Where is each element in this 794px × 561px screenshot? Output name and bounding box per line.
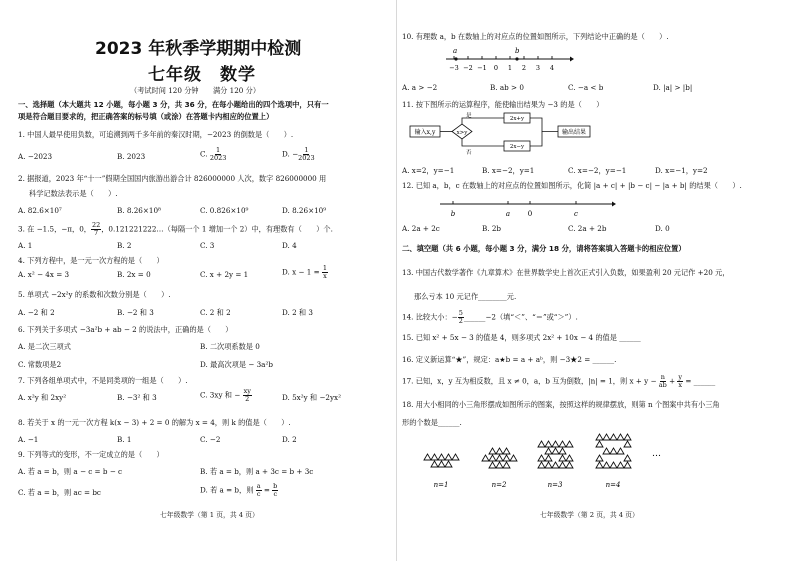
- q2-stem-line2: 科学记数法表示是（ ）.: [29, 189, 118, 198]
- q12-number-line: [438, 196, 618, 222]
- q15: 15. 已知 x² + 5x − 3 的值是 4，则多项式 2x² + 10x − 4 的值是 ______: [402, 333, 641, 342]
- q10-option-c: C. −a < b: [568, 83, 604, 92]
- q9-option-b: B. 若 a = b，则 a + 3c = b + 3c: [200, 467, 314, 476]
- q11-option-d: D. x=−1，y=2: [655, 166, 708, 175]
- q17: 17. 已知，x，y 互为相反数，且 x ≠ 0，a，b 互为倒数，|n| = 1，则 x + y − $\frac{n}{ab}$ + $\frac{y}{x}$ = ______: [402, 373, 716, 389]
- q3-option-d: D. 4: [282, 241, 297, 250]
- q7-stem: 7. 下列各组单项式中，不是同类项的一组是（ ）.: [18, 376, 188, 385]
- q7-option-a: A. x²y 和 2xy²: [18, 393, 67, 402]
- flow-box-no-label: 2x−y: [509, 144, 525, 150]
- q3-option-c: C. 3: [200, 241, 215, 250]
- q9-option-c: C. 若 a = b，则 ac = bc: [18, 488, 101, 497]
- q7-option-c: C. 3xy 和 − $\frac{xy}{2}$: [200, 387, 251, 403]
- q6-stem: 6. 下列关于多项式 −3a²b + ab − 2 的说法中，正确的是（ ）: [18, 325, 233, 334]
- q1-option-c: C. $\frac{1}{2023}$: [200, 146, 227, 162]
- flow-yes-label: 是: [466, 113, 472, 119]
- q10-number-line: [444, 44, 574, 76]
- q10-tick-label: −1: [477, 64, 487, 72]
- section2-heading: 二、填空题（共 6 小题，每小题 3 分，满分 18 分，请将答案填入答题卡的相应位置）: [402, 244, 686, 253]
- q6-option-d: D. 最高次项是 − 3a²b: [200, 360, 273, 369]
- q10-point-a-dot: [454, 57, 457, 60]
- exam-page-2: [398, 0, 794, 561]
- q7-option-b: B. −3² 和 3: [117, 393, 157, 402]
- q10-tick-label: 0: [493, 64, 499, 72]
- q9-option-a: A. 若 a = b，则 a − c = b − c: [18, 467, 123, 476]
- footer-page-1: 七年级数学（第 1 页，共 4 页）: [160, 511, 259, 519]
- q12-point-zero: 0: [527, 210, 533, 218]
- q4-option-c: C. x + 2y = 1: [200, 270, 249, 279]
- q3-stem: 3. 在 −1.5，−π，0， $\frac{22}{7}$ ，0.121221222…（每隔一个 1 增加一个 2）中，有理数有（ ）个.: [18, 221, 333, 237]
- q10-stem: 10. 有理数 a，b 在数轴上的对应点的位置如图所示，下列结论中正确的是（ ）.: [402, 32, 669, 41]
- section1-heading-line1: 一、选择题（本大题共 12 小题，每小题 3 分，共 36 分，在每小题给出的四个选项中，只有一: [18, 100, 329, 109]
- q10-option-d: D. |a| > |b|: [653, 83, 693, 92]
- page-divider: [396, 0, 397, 561]
- q3-option-b: B. 2: [117, 241, 132, 250]
- q1-option-b: B. 2023: [117, 152, 146, 161]
- flow-no-label: 否: [466, 150, 472, 156]
- q10-point-b-dot: [515, 57, 518, 60]
- footer-page-2: 七年级数学（第 2 页，共 4 页）: [540, 511, 639, 519]
- q6-option-a: A. 是二次三项式: [18, 342, 71, 351]
- q11-option-a: A. x=2，y=−1: [402, 166, 455, 175]
- q10-axis-arrow: [570, 57, 574, 62]
- q12-point-b: b: [450, 210, 456, 218]
- q13-line1: 13. 中国古代数学著作《九章算术》在世界数学史上首次正式引入负数，如果盈利 20 元记作 +20 元，: [402, 268, 730, 277]
- q12-option-d: D. 0: [655, 224, 670, 233]
- q5-option-a: A. −2 和 2: [18, 308, 55, 317]
- q11-option-c: C. x=−2，y=−1: [568, 166, 627, 175]
- q5-option-b: B. −2 和 3: [117, 308, 154, 317]
- q10-ticks: [454, 56, 552, 59]
- q10-tick-label: 3: [535, 64, 541, 72]
- q16: 16. 定义新运算“★”，规定：a★b = a + aᵇ，则 −3★2 = ______.: [402, 355, 617, 364]
- q2-option-b: B. 8.26×10⁸: [117, 206, 161, 215]
- q10-tick-label: 2: [521, 64, 527, 72]
- q18-triangle-patterns: [420, 432, 680, 492]
- q13-line2: 那么亏本 10 元记作________元.: [414, 292, 517, 301]
- flow-condition-label: x>y: [456, 130, 468, 136]
- pattern-n4: [596, 434, 631, 468]
- q8-stem: 8. 若关于 x 的一元一次方程 k(x − 3) + 2 = 0 的解为 x = 4，则 k 的值是（ ）.: [18, 418, 291, 427]
- q10-option-a: A. a > −2: [402, 83, 438, 92]
- q6-option-c: C. 常数项是2: [18, 360, 62, 369]
- q12-stem: 12. 已知 a，b，c 在数轴上的对应点的位置如图所示，化简 |a + c| + |b − c| − |a + b| 的结果（ ）.: [402, 181, 742, 190]
- q11-flowchart: [408, 112, 648, 158]
- section1-heading-line2: 项是符合题目要求的，把正确答案的标号填（或涂）在答题卡内相应的位置上）: [18, 112, 274, 121]
- pattern-n1: [424, 454, 459, 467]
- pattern-n3: [538, 441, 573, 468]
- q9-stem: 9. 下列等式的变形，不一定成立的是（ ）: [18, 450, 164, 459]
- q5-option-c: C. 2 和 2: [200, 308, 231, 317]
- q10-tick-label: −3: [449, 64, 459, 72]
- q12-point-c: c: [574, 210, 578, 218]
- q4-option-d: D. x − 1 = $\frac{1}{x}$: [282, 264, 328, 280]
- q14: 14. 比较大小：− $\frac{5}{2}$ ______−2（填“＜”、“＝”或“＞”）.: [402, 309, 578, 325]
- q5-option-d: D. 2 和 3: [282, 308, 313, 317]
- q10-tick-label: 1: [507, 64, 513, 72]
- flow-input-label: 输入x,y: [414, 129, 436, 136]
- q9-option-d: D. 若 a = b，则 $\frac{a}{c}$ = $\frac{b}{c}$: [200, 482, 278, 498]
- q12-option-c: C. 2a + 2b: [568, 224, 607, 233]
- q10-point-b-label: b: [515, 47, 520, 55]
- q2-option-a: A. 82.6×10⁷: [18, 206, 62, 215]
- q1-option-d: D. − $\frac{1}{2023}$: [282, 146, 315, 162]
- q7-option-d: D. 5x²y 和 −2yx²: [282, 393, 341, 402]
- q8-option-b: B. 1: [117, 435, 132, 444]
- pattern-label-n1: n=1: [433, 481, 449, 489]
- flow-output-label: 输出结果: [561, 129, 587, 136]
- q3-option-a: A. 1: [18, 241, 33, 250]
- pattern-label-n2: n=2: [491, 481, 507, 489]
- q4-stem: 4. 下列方程中，是一元一次方程的是（ ）: [18, 256, 164, 265]
- pattern-n2: [482, 448, 517, 468]
- exam-info: （考试时间 120 分钟 满分 120 分）: [130, 86, 261, 95]
- q2-option-c: C. 0.826×10⁹: [200, 206, 249, 215]
- pattern-label-n3: n=3: [547, 481, 563, 489]
- q1-stem: 1. 中国人最早使用负数，可追溯到两千多年前的秦汉时期，−2023 的倒数是（ ）.: [18, 130, 294, 139]
- q12-option-a: A. 2a + 2c: [402, 224, 440, 233]
- q18-line1: 18. 用大小相同的小三角形摆成如图所示的图案，按照这样的规律摆放，则第 n 个图案中共有小三角: [402, 400, 720, 409]
- q18-line2: 形的个数是______.: [402, 418, 462, 427]
- q1-option-a: A. −2023: [18, 152, 53, 161]
- q10-tick-label: −2: [463, 64, 473, 72]
- q11-stem: 11. 按下图所示的运算程序，能使输出结果为 −3 的是（ ）: [402, 100, 604, 109]
- q2-option-d: D. 8.26×10⁹: [282, 206, 327, 215]
- q2-stem-line1: 2. 据报道，2023 年“十一”假期全国国内旅游出游合计 826000000 人次，数字 826000000 用: [18, 174, 327, 183]
- exam-page-1: [0, 0, 395, 561]
- q10-tick-label: 4: [549, 64, 555, 72]
- pattern-ellipsis: …: [652, 449, 661, 459]
- q4-option-a: A. x² − 4x = 3: [18, 270, 70, 279]
- q10-point-a-label: a: [453, 47, 458, 55]
- exam-subject: 七年级 数学: [148, 65, 256, 85]
- exam-title: 2023 年秋季学期期中检测: [95, 39, 302, 59]
- q12-point-a: a: [505, 210, 511, 218]
- q4-option-b: B. 2x = 0: [117, 270, 151, 279]
- q8-option-c: C. −2: [200, 435, 221, 444]
- q8-option-d: D. 2: [282, 435, 297, 444]
- q6-option-b: B. 二次项系数是 0: [200, 342, 260, 351]
- q8-option-a: A. −1: [18, 435, 39, 444]
- flow-box-yes-label: 2x+y: [509, 116, 525, 122]
- pattern-label-n4: n=4: [605, 481, 621, 489]
- q5-stem: 5. 单项式 −2x²y 的系数和次数分别是（ ）.: [18, 290, 171, 299]
- q10-option-b: B. ab > 0: [490, 83, 524, 92]
- q11-option-b: B. x=−2，y=1: [482, 166, 535, 175]
- q12-option-b: B. 2b: [482, 224, 502, 233]
